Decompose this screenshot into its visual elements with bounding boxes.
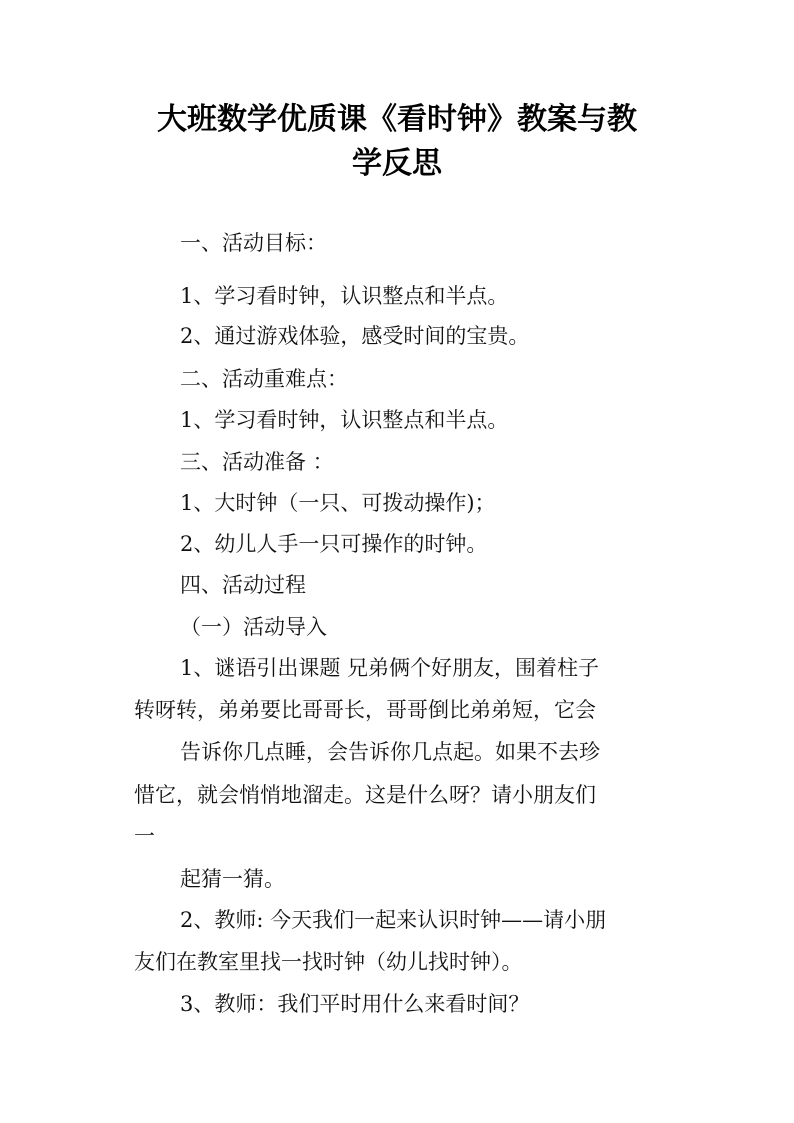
- subheading-intro: （一）活动导入: [180, 615, 327, 639]
- paragraph-teacher-2: 3、教师：我们平时用什么来看时间？: [180, 992, 530, 1016]
- paragraph-riddle-line-5: 一: [134, 824, 155, 848]
- paragraph-riddle-line-2: 转呀转，弟弟要比哥哥长，哥哥倒比弟弟短，它会: [134, 698, 596, 722]
- paragraph-riddle-line-1: 1、谜语引出课题 兄弟俩个好朋友，围着柱子: [180, 656, 600, 680]
- paragraph-riddle-line-3: 告诉你几点睡，会告诉你几点起。如果不去珍: [180, 740, 600, 764]
- goal-item-2: 2、通过游戏体验，感受时间的宝贵。: [180, 324, 530, 348]
- heading-process: 四、活动过程: [180, 573, 306, 597]
- paragraph-riddle-line-4: 惜它，就会悄悄地溜走。这是什么呀？请小朋友们: [134, 783, 596, 807]
- heading-preparation: 三、活动准备 ：: [180, 450, 334, 474]
- goal-item-1: 1、学习看时钟，认识整点和半点。: [180, 284, 509, 308]
- title-line-1: 大班数学优质课《看时钟》教案与教: [157, 102, 637, 137]
- paragraph-teacher-1-line-1: 2、教师: 今天我们一起来认识时钟——请小朋: [180, 908, 607, 932]
- title-line-2: 学反思: [352, 146, 442, 181]
- paragraph-teacher-1-line-2: 友们在教室里找一找时钟（幼儿找时钟）。: [134, 950, 523, 974]
- preparation-item-1: 1、大时钟（一只、可拨动操作)；: [180, 491, 496, 515]
- paragraph-riddle-line-6: 起猜一猜。: [180, 867, 285, 891]
- heading-key-points: 二、活动重难点：: [180, 367, 348, 391]
- preparation-item-2: 2、幼儿人手一只可操作的时钟。: [180, 532, 488, 556]
- heading-activity-goals: 一、活动目标：: [180, 231, 327, 255]
- key-point-item-1: 1、学习看时钟，认识整点和半点。: [180, 408, 509, 432]
